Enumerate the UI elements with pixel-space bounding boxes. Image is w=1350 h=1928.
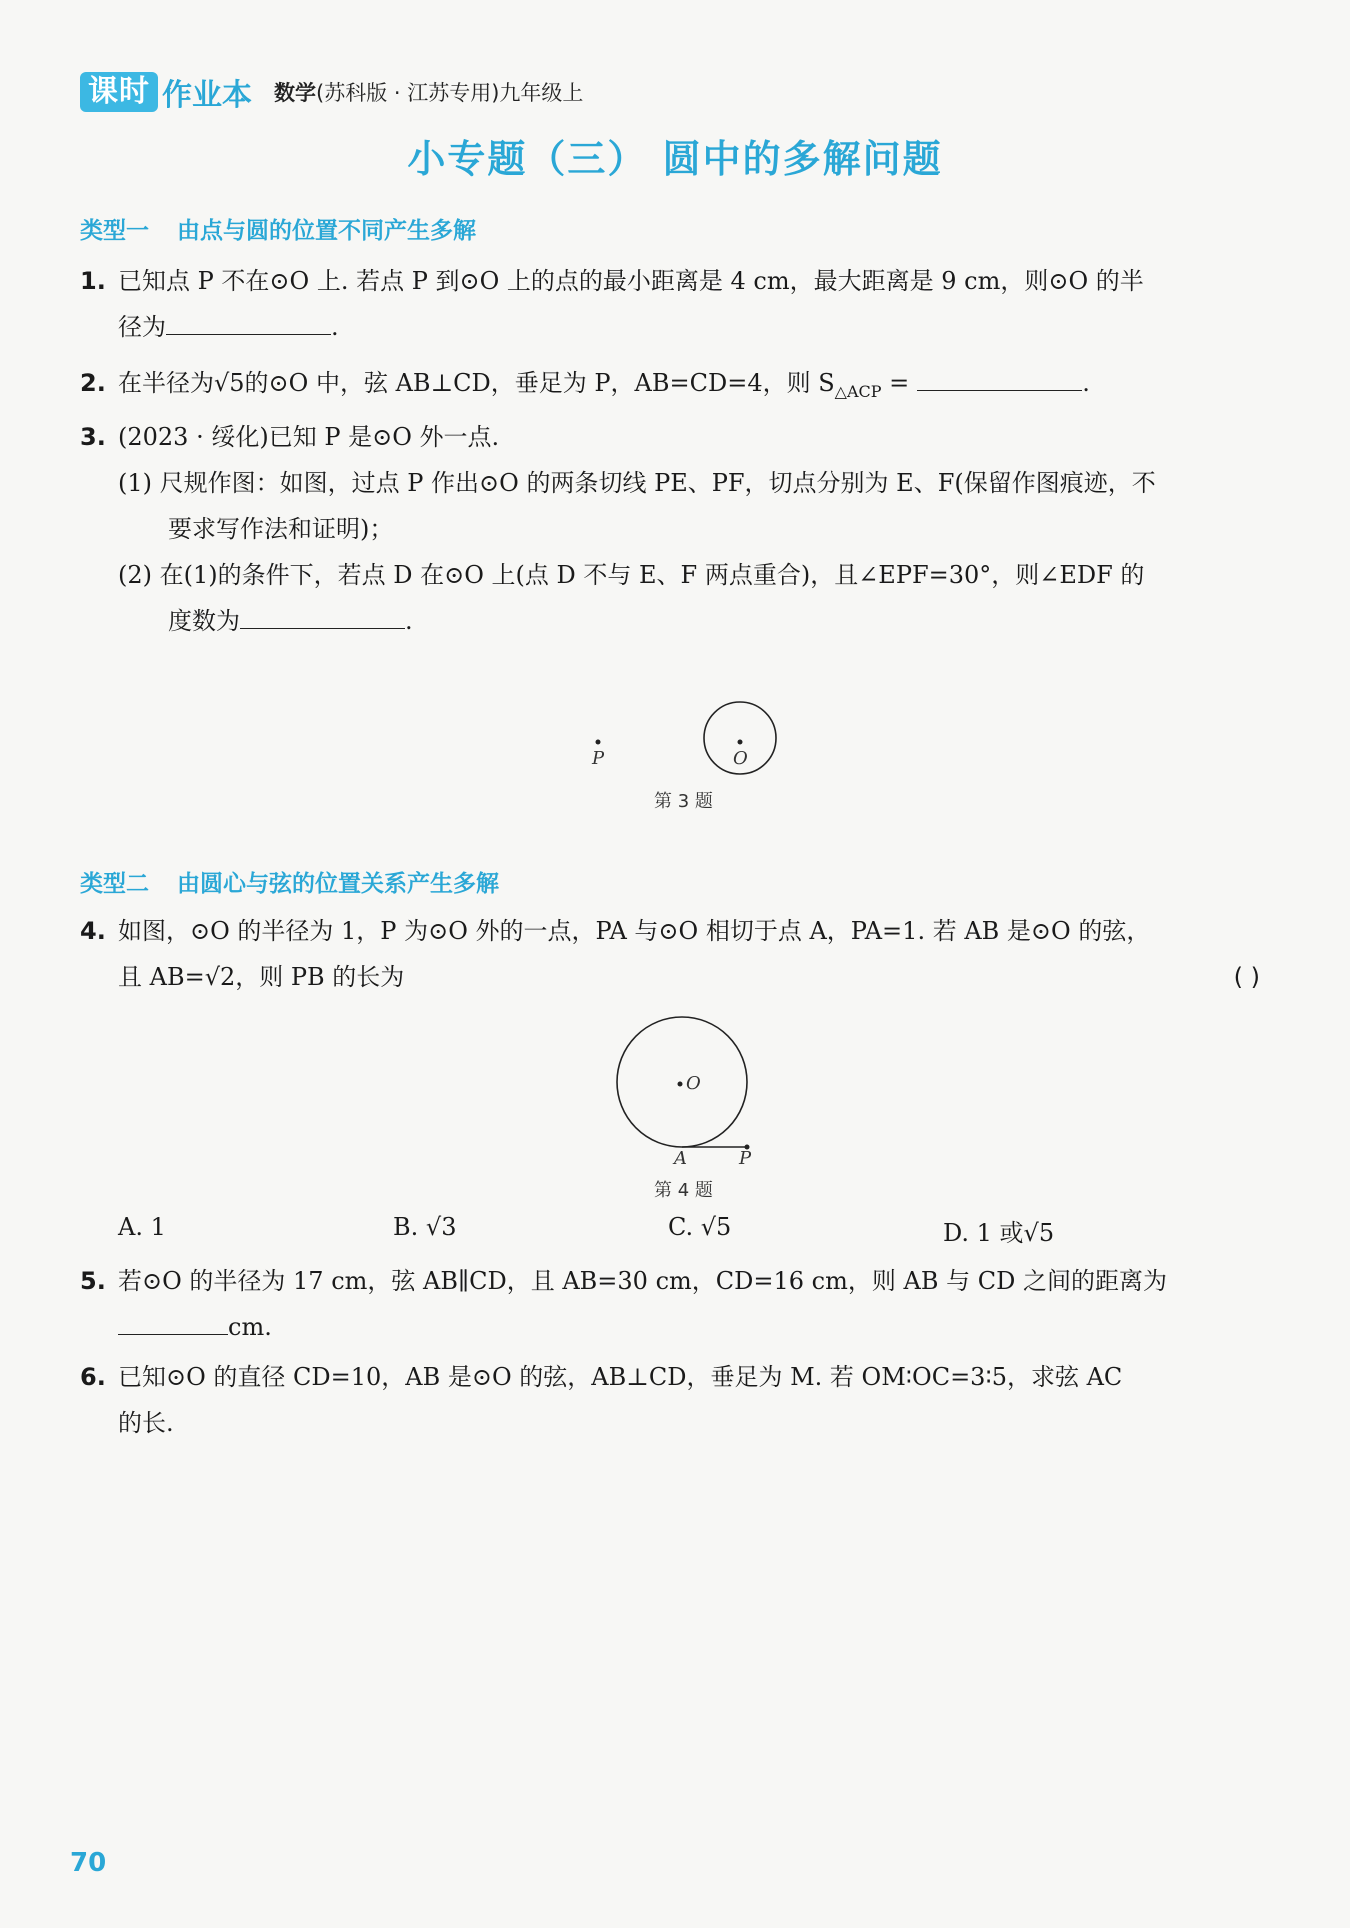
label-o: O (733, 748, 748, 769)
label-p: P (592, 748, 605, 769)
area-subscript: △ACP (834, 381, 882, 401)
section-text: 由圆心与弦的位置关系产生多解 (177, 871, 499, 897)
question-number: 3. (80, 423, 106, 451)
answer-blank[interactable] (240, 598, 405, 629)
circle-o (617, 1017, 747, 1147)
equals-sign: = (881, 369, 910, 397)
question-number: 4. (80, 917, 106, 945)
logo-badge: 课时 (80, 72, 158, 112)
option-d[interactable]: D. 1 或√5 (943, 1219, 1055, 1247)
figure-3-caption: 第 3 题 (654, 791, 713, 812)
center-o-dot (738, 740, 743, 745)
section-label: 类型二 (80, 871, 149, 897)
section-text: 由点与圆的位置不同产生多解 (177, 218, 476, 244)
answer-parentheses[interactable]: ( ) (1233, 963, 1260, 991)
subquestion-text: 度数为 (168, 607, 240, 635)
question-stem: (2023 · 绥化)已知 P 是⊙O 外一点. (118, 423, 500, 451)
period: . (331, 313, 339, 341)
label-o: O (686, 1073, 701, 1094)
question-text: 已知点 P 不在⊙O 上. 若点 P 到⊙O 上的点的最小距离是 4 cm，最大距离是 9 cm，则⊙O 的半 (118, 267, 1144, 295)
subquestion-2-cont (80, 598, 1260, 644)
subquestion-text: (1) 尺规作图：如图，过点 P 作出⊙O 的两条切线 PE、PF，切点分别为 E、F(保留作图痕迹，不 (118, 469, 1156, 497)
section-heading-1 (80, 212, 476, 245)
subquestion-1 (80, 460, 1260, 506)
page-number: 70 (70, 1848, 107, 1878)
question-5 (80, 1258, 1260, 1350)
question-text: 径为 (118, 313, 166, 341)
question-text: 若⊙O 的半径为 17 cm，弦 AB∥CD，且 AB=30 cm，CD=16 cm，则 AB 与 CD 之间的距离为 (118, 1267, 1167, 1295)
question-text: 如图，⊙O 的半径为 1，P 为⊙O 外的一点，PA 与⊙O 相切于点 A，PA=1. 若 AB 是⊙O 的弦， (118, 917, 1151, 945)
question-number: 2. (80, 369, 106, 397)
subquestion-text: (2) 在(1)的条件下，若点 D 在⊙O 上(点 D 不与 E、F 两点重合)，且∠EPF=30°，则∠EDF 的 (118, 561, 1145, 589)
figure-3 (570, 690, 800, 790)
logo-text: 作业本 (162, 78, 252, 113)
answer-options (118, 1213, 1218, 1248)
point-p-dot (596, 740, 601, 745)
question-text: 已知⊙O 的直径 CD=10，AB 是⊙O 的弦，AB⊥CD，垂足为 M. 若 OM∶OC=3∶5，求弦 AC (118, 1363, 1123, 1391)
question-2 (80, 360, 1260, 415)
unit: cm. (228, 1313, 272, 1341)
period: . (405, 607, 413, 635)
option-b[interactable]: B. √3 (393, 1213, 457, 1241)
figure-4-caption: 第 4 题 (654, 1180, 713, 1201)
question-text: 且 AB=√2，则 PB 的长为 (118, 963, 405, 991)
book-header (80, 70, 583, 114)
question-number: 6. (80, 1363, 106, 1391)
subquestion-2 (80, 552, 1260, 598)
answer-blank[interactable] (118, 1304, 228, 1335)
center-o-dot (678, 1082, 683, 1087)
subquestion-1-cont (80, 506, 1260, 552)
answer-blank[interactable] (166, 304, 331, 335)
question-3 (80, 414, 1260, 644)
answer-blank[interactable] (917, 360, 1082, 391)
question-text: 在半径为√5的⊙O 中，弦 AB⊥CD，垂足为 P，AB=CD=4，则 S (118, 369, 835, 397)
question-text: 的长. (118, 1409, 174, 1437)
question-4 (80, 908, 1260, 1000)
question-1 (80, 258, 1260, 350)
section-heading-2 (80, 865, 499, 898)
edition: (苏科版 · 江苏专用)九年级上 (316, 81, 584, 105)
subquestion-text: 要求写作法和证明)； (168, 515, 394, 543)
question-number: 5. (80, 1267, 106, 1295)
period: . (1082, 369, 1090, 397)
section-label: 类型一 (80, 218, 149, 244)
book-info (274, 77, 583, 107)
option-a[interactable]: A. 1 (118, 1213, 166, 1241)
label-p: P (739, 1148, 752, 1169)
question-6 (80, 1354, 1260, 1446)
question-number: 1. (80, 267, 106, 295)
label-a: A (674, 1148, 687, 1169)
option-c[interactable]: C. √5 (668, 1213, 732, 1241)
topic-title: 小专题（三） 圆中的多解问题 (407, 136, 943, 181)
subject: 数学 (274, 81, 316, 105)
